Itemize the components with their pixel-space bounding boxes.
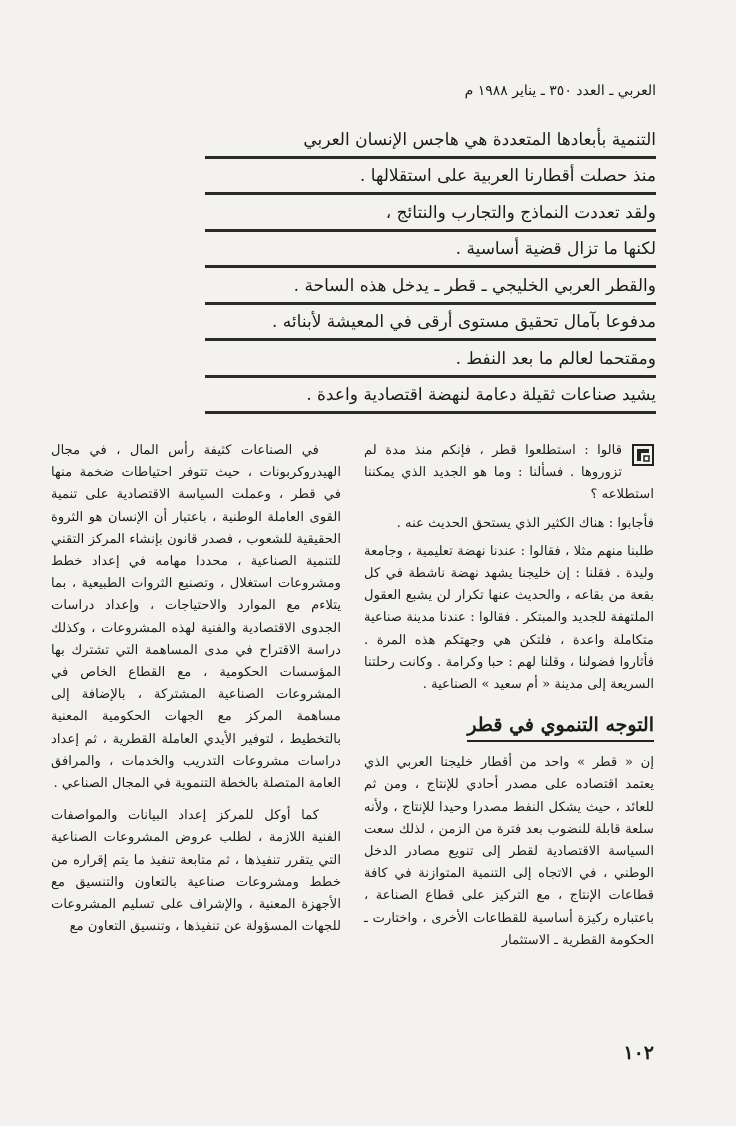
lead-line: ولقد تعددت النماذج والتجارب والنتائج ، (205, 195, 656, 232)
running-head: العربي ـ العدد ٣٥٠ ـ يناير ١٩٨٨ م (464, 83, 656, 99)
right-column (364, 440, 654, 958)
lead-line: منذ حصلت أقطارنا العربية على استقلالها . (205, 159, 656, 196)
lead-line: ومقتحما لعالم ما بعد النفط . (205, 341, 656, 378)
paragraph: قالوا : استطلعوا قطر ، فإنكم منذ مدة لم تزوروها . فسألنا : وما هو الجديد الذي يمكننا استطلاعه ؟ (364, 443, 654, 503)
lead-line: والقطر العربي الخليجي ـ قطر ـ يدخل هذه الساحة . (205, 268, 656, 305)
paragraph: كما أوكل للمركز إعداد البيانات والمواصفات الفنية اللازمة ، لطلب عروض المشروعات الصناعية التي يتقرر تنفيذها ، ثم متابعة تنفيذ ما يتم إقراره من خطط ومشروعات صناعية بالتعاون والتنسيق مع الأجهزة المعنية ، والإشراف على تسليم المشروعات للجهات المسؤولة عن تنفيذها ، وتنسيق التعاون مع (51, 808, 341, 935)
paragraph: في الصناعات كثيفة رأس المال ، في مجال الهيدروكربونات ، حيث تتوفر احتياطات ضخمة منها في قطر ، وعملت السياسة الاقتصادية على تنمية القوى العاملة الوطنية ، باعتبار أن الإنسان هو الثروة الحقيقية للشعوب ، فصدر قانون بإنشاء المركز التقني للتنمية الصناعية ، محددا مهامه في إعداد خطط ومشروعات استغلال ، وتصنيع الثروات الطبيعية ، بما يتلاءم مع الموارد والاحتياجات ، وإعداد دراسات الجدوى الاقتصادية والفنية لهذه المشروعات ، وكذلك دراسة الاقتراح في مدى المساهمة التي تشترك بها المؤسسات الحكومية ، مع القطاع الخاص في المشروعات الصناعية المشتركة ، بالإضافة إلى مساهمة المركز مع الجهات الحكومية المعنية بالتخطيط ، لتوفير الأيدي العاملة القطرية ، ثم إعداد دراسات مشروعات التدريب والخدمات ، والمرافق العامة المتصلة بالخطة التنموية في المجال الصناعي . (51, 443, 341, 792)
left-column (51, 440, 341, 948)
lead-line: يشيد صناعات ثقيلة دعامة لنهضة اقتصادية واعدة . (205, 378, 656, 415)
lead-line: لكنها ما تزال قضية أساسية . (205, 232, 656, 269)
lead-line: مدفوعا بآمال تحقيق مستوى أرقى في المعيشة لأبنائه . (205, 305, 656, 342)
decorative-corner-icon (632, 444, 654, 466)
lead-line: التنمية بأبعادها المتعددة هي هاجس الإنسان العربي (205, 122, 656, 159)
paragraph: فأجابوا : هناك الكثير الذي يستحق الحديث عنه . (396, 515, 654, 531)
paragraph: طلبنا منهم مثلا ، فقالوا : عندنا نهضة تعليمية ، وجامعة وليدة . فقلنا : إن خليجنا يشهد نهضة ناشطة في كل بقعة من بقاعه ، والحديث عنها تكرار لن يشبع العقول الملتهفة للجديد والمبتكر . فقالوا : عندنا مدينة صناعية متكاملة واعدة ، فلتكن هي وجهتكم هذه المرة . فأثاروا فضولنا ، وقلنا لهم : حبا وكرامة . وكانت رحلتنا السريعة إلى مدينة « أم سعيد » الصناعية . (364, 543, 654, 693)
page-number: ١٠٢ (623, 1042, 654, 1064)
paragraph: إن « قطر » واحد من أقطار خليجنا العربي الذي يعتمد اقتصاده على مصدر أحادي للإنتاج ، ومن ثم للعائد ، حيث يشكل النفط مصدرا وحيدا للإنتاج ، ولأنه سلعة قابلة للنضوب بعد فترة من الزمن ، لذلك سعت السياسة الاقتصادية لقطر إلى تنويع مصادر الدخل الوطني ، في الاتجاه إلى التنمية المتوازنة في كافة قطاعات الإنتاج ، مع التركيز على قطاع الصناعة ، باعتباره ركيزة أساسية للقطاعات الأخرى ، واختارت ـ الحكومة القطرية ـ الاستثمار (364, 755, 654, 948)
section-heading: التوجه التنموي في قطر (467, 712, 654, 742)
lead-box (205, 122, 656, 414)
